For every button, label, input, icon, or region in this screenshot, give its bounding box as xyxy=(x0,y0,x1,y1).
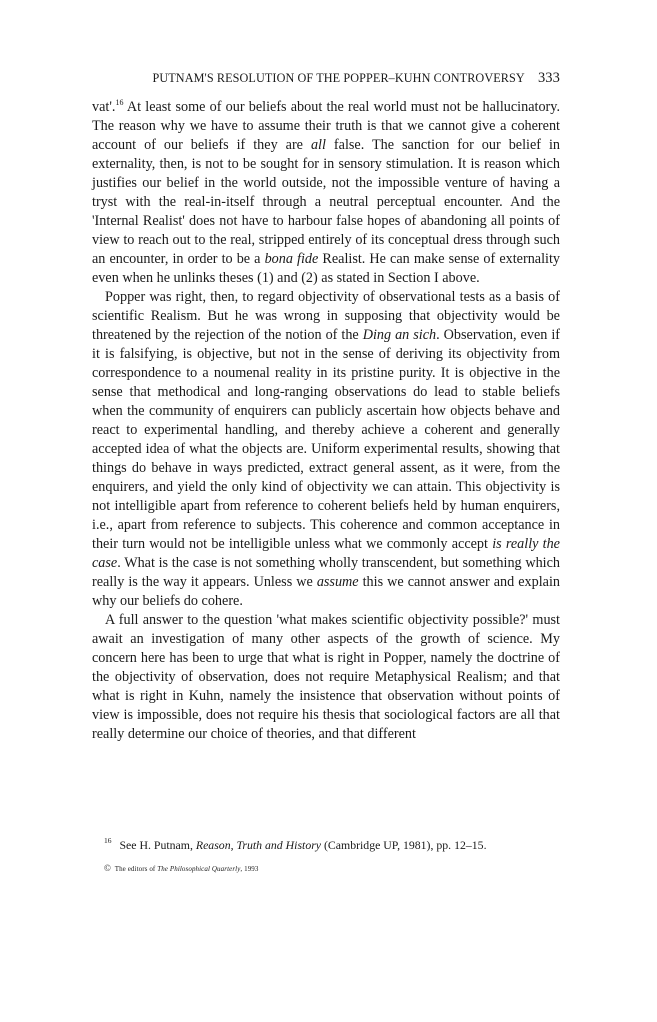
text-run: See H. Putnam, xyxy=(119,838,196,852)
footnote-marker: 16 xyxy=(115,98,124,107)
paragraph-1 xyxy=(92,98,560,288)
footnote xyxy=(104,838,564,853)
page-content xyxy=(92,70,560,744)
italic-text: bona fide xyxy=(264,251,319,267)
copyright-suffix: , 1993 xyxy=(240,865,259,873)
italic-text: Ding an sich xyxy=(362,327,437,343)
page-number: 333 xyxy=(537,70,560,86)
text-run: . What is the case is not something wholly transcendent, but something which really is the way it appears. Unless we xyxy=(92,555,560,590)
body-text xyxy=(92,98,560,744)
italic-text: is really the case xyxy=(92,536,560,571)
paragraph-3 xyxy=(92,611,560,744)
copyright-line xyxy=(104,863,259,873)
footnote-text xyxy=(120,838,487,852)
footnote-number: 16 xyxy=(104,836,112,845)
text-run: false. The sanction for our belief in externality, then, is not to be sought for in sensory stimulation. It is reason which justifies our belief in the world outside, not the impossible venture of having a tryst with the real-in-itself through a neutral perceptual encounter. And the 'Internal Realist' does not have to harbour false hopes of abandoning all points of view to reach out to the real, stripped entirely of its conceptual dress through such an encounter, in order to be a xyxy=(92,137,561,267)
journal-name: The Philosophical Quarterly xyxy=(157,865,241,873)
text-run: A full answer to the question 'what makes scientific objectivity possible?' must await an investigation of many other aspects of the growth of science. My concern here has been to urge that what is right in Popper, namely the doctrine of the objectivity of observation, does not require Metaphysical Realism; and that what is right in Kuhn, namely the insistence that observation without points of view is impossible, does not require his thesis that sociological factors are all that really determine our choice of theories, and that different xyxy=(92,612,560,742)
text-run: this we cannot answer and explain why our beliefs do cohere. xyxy=(92,574,560,609)
paragraph-2 xyxy=(92,288,560,611)
copyright-prefix: The editors of xyxy=(114,865,158,873)
copyright-symbol: © xyxy=(104,863,111,873)
text-run: Realist. He can make sense of externality even when he unlinks theses (1) and (2) as stated in Section I above. xyxy=(92,251,560,286)
italic-text: assume xyxy=(316,574,359,590)
running-title: PUTNAM'S RESOLUTION OF THE POPPER–KUHN CONTROVERSY xyxy=(152,71,525,85)
text-run: vat'. xyxy=(92,99,116,115)
text-run: Popper was right, then, to regard objectivity of observational tests as a basis of scientific Realism. But he was wrong in supposing that objectivity would be threatened by the rejection of the notion of the xyxy=(92,289,560,343)
italic-text: Reason, Truth and History xyxy=(195,838,322,852)
italic-text: all xyxy=(310,137,326,153)
text-run: . Observation, even if it is falsifying, is objective, but not in the sense of deriving its objectivity from correspondence to a noumenal reality in its pristine purity. It is objective in the sense that methodical and long-ranging observations do lead to stable beliefs when the community of enquirers can publicly ascertain how objects behave and react to experimental handling, and thereby achieve a coherent and generally accepted idea of what the objects are. Uniform experimental results, showing that things do behave in ways predicted, extract general assent, as it were, from the enquirers, and yield the only kind of objectivity we can attain. This objectivity is not intelligible apart from reference to coherent beliefs held by human enquirers, i.e., apart from reference to subjects. This coherence and common acceptance in their turn would not be intelligible unless what we commonly accept xyxy=(92,327,560,552)
text-run: (Cambridge UP, 1981), pp. 12–15. xyxy=(321,838,487,852)
running-head xyxy=(92,70,560,92)
text-run: At least some of our beliefs about the real world must not be hallucinatory. The reason why we have to assume their truth is that we cannot give a coherent account of our beliefs if they are xyxy=(92,99,560,153)
